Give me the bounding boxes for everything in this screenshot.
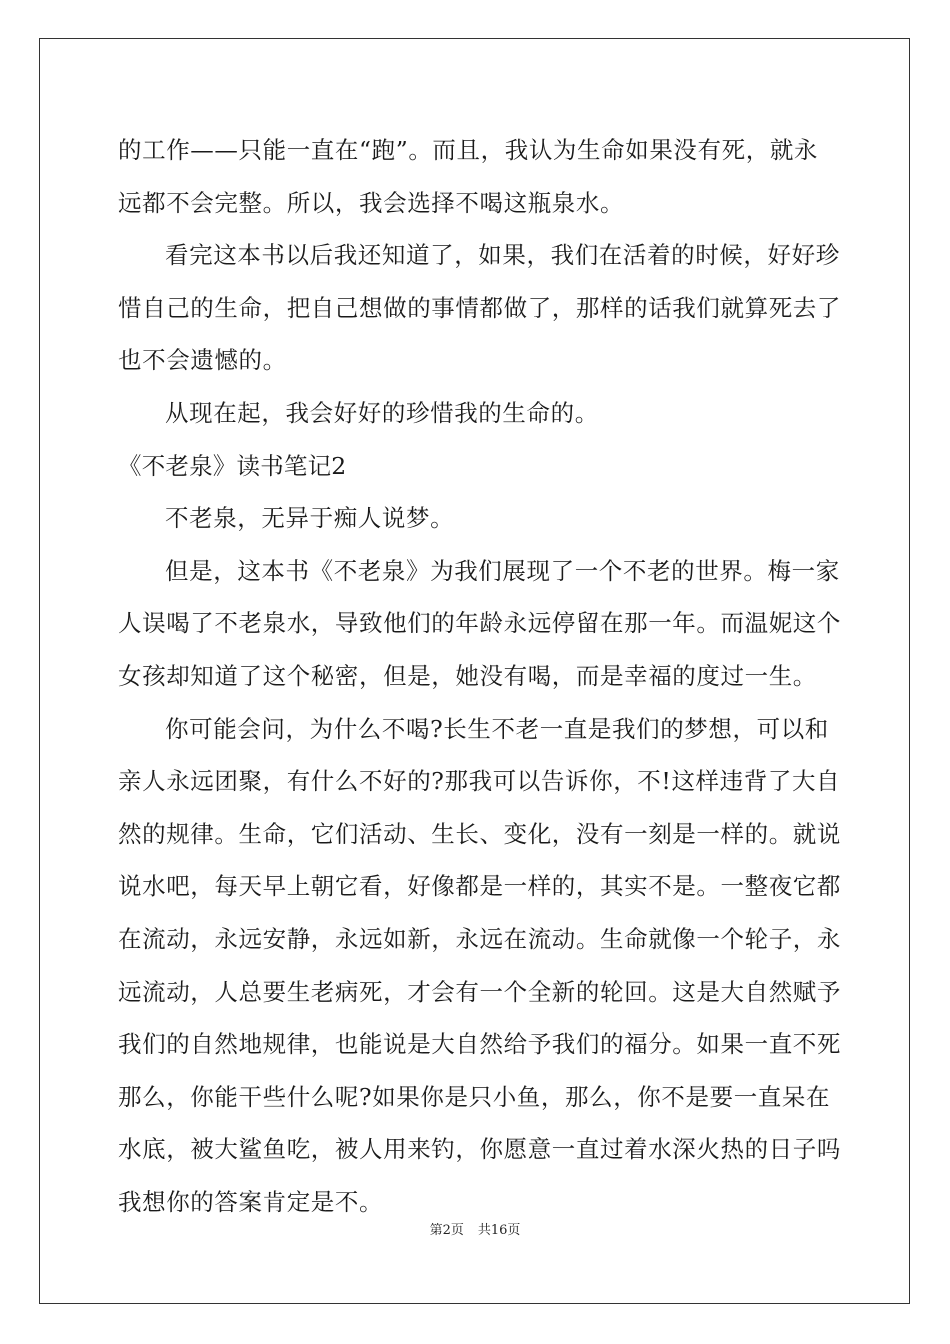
text-line: 远流动，人总要生老病死，才会有一个全新的轮回。这是大自然赋予 [118,977,841,1006]
text-line: 看完这本书以后我还知道了，如果，我们在活着的时候，好好珍 [165,241,840,270]
text-line: 说水吧，每天早上朝它看，好像都是一样的，其实不是。一整夜它都 [118,872,841,901]
text-line: 我们的自然地规律，也能说是大自然给予我们的福分。如果一直不死 [118,1030,841,1059]
document-body [118,124,841,1228]
text-line: 水底，被大鲨鱼吃，被人用来钓，你愿意一直过着水深火热的日子吗 [118,1135,841,1164]
text-line: 然的规律。生命，它们活动、生长、变化，没有一刻是一样的。就说 [118,819,841,848]
text-line: 远都不会完整。所以，我会选择不喝这瓶泉水。 [118,188,625,217]
text-line: 你可能会问，为什么不喝?长生不老一直是我们的梦想，可以和 [165,714,829,743]
text-line: 亲人永远团聚，有什么不好的?那我可以告诉你，不!这样违背了大自 [118,767,841,796]
text-line: 人误喝了不老泉水，导致他们的年龄永远停留在那一年。而温妮这个 [118,609,841,638]
text-line: 那么，你能干些什么呢?如果你是只小鱼，那么，你不是要一直呆在 [118,1082,831,1111]
page-total: 共16页 [477,1223,521,1238]
page-footer [0,1219,950,1238]
text-line: 的工作——只能一直在“跑”。而且，我认为生命如果没有死，就永 [118,136,819,164]
page-number: 第2页 [429,1223,464,1238]
section-heading: 《不老泉》读书笔记2 [118,451,347,480]
text-line: 但是，这本书《不老泉》为我们展现了一个不老的世界。梅一家 [165,556,840,585]
text-line: 女孩却知道了这个秘密，但是，她没有喝，而是幸福的度过一生。 [118,661,817,690]
text-line: 我想你的答案肯定是不。 [118,1187,384,1216]
text-line: 不老泉，无异于痴人说梦。 [165,504,455,533]
text-line: 也不会遗憾的。 [118,346,287,375]
text-line: 在流动，永远安静，永远如新，永远在流动。生命就像一个轮子，永 [118,924,841,953]
text-line: 从现在起，我会好好的珍惜我的生命的。 [165,398,599,427]
text-line: 惜自己的生命，把自己想做的事情都做了，那样的话我们就算死去了 [118,293,841,322]
